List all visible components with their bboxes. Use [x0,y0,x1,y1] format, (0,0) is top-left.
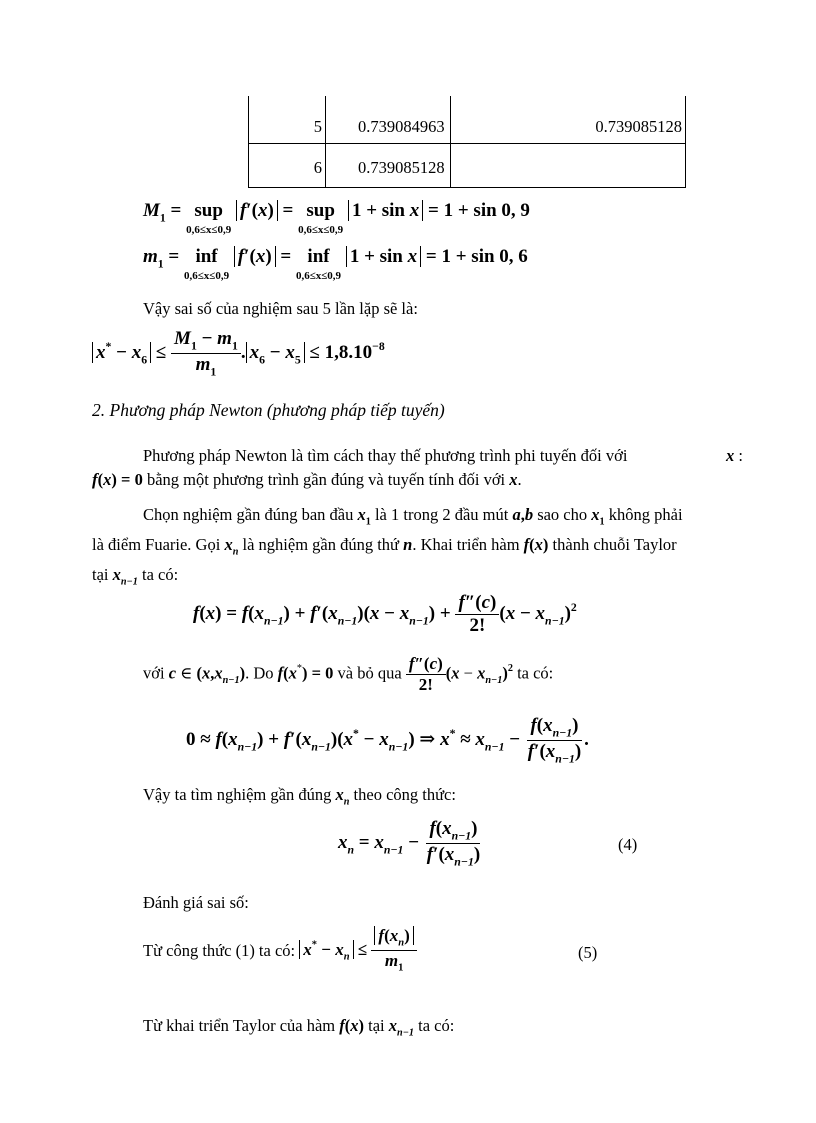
from-taylor-text-c: ta có: [418,1016,455,1035]
with-text-c: và bỏ qua [337,663,402,683]
section-heading: 2. Phương pháp Newton (phương pháp tiếp tuyến) [92,400,445,420]
p2-text-f: là nghiệm gần đúng thứ [242,535,400,554]
paragraph-2-line-2: là điểm Fuarie. Gọi $x_n$ là nghiệm gần đúng thứ n. Khai triển hàm f(x) thành chuỗi Taylor [92,535,677,558]
p2-text-h: thành chuỗi Taylor [552,535,677,554]
table-cell-x: 0.739085128 [358,158,445,177]
paragraph-2-line-1: Chọn nghiệm gần đúng ban đầu $x_1$ là 1 trong 2 đầu mút a,b sao cho $x_1$ không phải [143,505,683,528]
formula-error-bound: $x^* - x_6$ ≤ $\frac{M_1 - m_1}{m_1}$ . $x_6 - x_5 \le 1,8.10^{-8}$ [92,328,385,379]
table-row-divider [248,143,686,144]
p1-text-a: Phương pháp Newton là tìm cách thay thế phương trình phi tuyến đối với [143,446,628,465]
p2-text-i: tại [92,565,109,584]
paragraph-find: Vậy ta tìm nghiệm gần đúng $x_n$ theo công thức: [143,785,456,808]
with-text-d: ta có: [517,663,554,683]
formula-newton: $x_n = x_{n-1}$ − $\frac{f(x_{n-1})}{f'(x_{n-1})}$ [338,818,481,869]
paragraph-with-c: với c ∈ $(x,x_{n-1})$. Do f(x*) = 0 và bỏ qua $\frac{f''(c)}{2!}$ $(x - x_{n-1})^2$ ta có: [143,654,554,694]
range-label: 0,6≤x≤0,9 [186,224,232,236]
p1-text-b: bằng một phương trình gần đúng và tuyến tính đối với [146,470,506,489]
table-cell-n: 6 [313,158,322,177]
paragraph-from-taylor: Từ khai triển Taylor của hàm f(x) tại $x_{n-1}$ ta có: [143,1016,455,1039]
sup-label: sup [306,200,335,221]
table-divider-2 [450,96,451,188]
formula-estimate: $x^* - x_n$ ≤ $\frac{f(x_n)}{m_1}$ [299,940,417,959]
formula-approx: $0 \approx f(x_{n-1}) + f'(x_{n-1})(x^* - x_{n-1})$ ⇒ $x^* \approx x_{n-1}$ − $\frac{f(x_{n-1})}{f'(x_{n-1})}$ . [186,715,589,766]
inf-label: inf [307,246,330,267]
paragraph-eval: Đánh giá sai số: [143,893,249,912]
with-text-b: . Do [245,663,274,683]
p2-text-d: không phải [608,505,683,524]
p2-text-e: là điểm Fuarie. Gọi [92,535,221,554]
paragraph-error: Vậy sai số của nghiệm sau 5 lần lặp sẽ là: [143,299,418,318]
paragraph-2-line-3: tại $x_{n-1}$ ta có: [92,565,179,588]
paragraph-1-line-2: f(x) = 0 bằng một phương trình gần đúng và tuyến tính đối với x. [92,470,522,489]
range-label: 0,6≤x≤0,9 [298,224,344,236]
formula-M1: $M_1$ = sup 0,6≤x≤0,9 f′(x) = sup 0,6≤x≤0,9 1 + sin x = 1 + sin 0, 9 [143,200,530,236]
range-label: 0,6≤x≤0,9 [295,270,342,282]
find-text-a: Vậy ta tìm nghiệm gần đúng [143,785,332,804]
p2-text-g: . Khai triển hàm [412,535,520,554]
table-border-left [248,96,249,188]
inf-label: inf [195,246,218,267]
table-cell-x: 0.739084963 [358,117,445,136]
table-border-right [685,96,686,188]
equation-number-5: (5) [578,943,598,962]
table-divider-1 [325,96,326,188]
paragraph-1-line-1: Phương pháp Newton là tìm cách thay thế phương trình phi tuyến đối với x : [143,446,743,465]
equation-number-4: (4) [618,835,638,854]
formula-m1: $m_1$ = inf 0,6≤x≤0,9 f′(x) = inf 0,6≤x≤0,9 1 + sin x = 1 + sin 0, 6 [143,246,528,282]
p2-text-a: Chọn nghiệm gần đúng ban đầu [143,505,354,524]
from-taylor-text-b: tại [368,1016,385,1035]
sup-label: sup [194,200,223,221]
table-cell-fx: 0.739085128 [595,117,682,136]
iteration-table [248,96,686,188]
with-text-a: với [143,663,165,683]
table-cell-n: 5 [313,117,322,136]
from-taylor-text-a: Từ khai triển Taylor của hàm [143,1016,336,1035]
from1-text: Từ công thức (1) ta có: [143,940,296,960]
paragraph-from1 [143,926,417,975]
p2-text-j: ta có: [142,565,179,584]
find-text-b: theo công thức: [353,785,456,804]
formula-taylor: $f(x) = f(x_{n-1}) + f'(x_{n-1})(x - x_{n-1})$ + $\frac{f''(c)}{2!}$ $(x - x_{n-1})^2$ [193,592,577,636]
range-label: 0,6≤x≤0,9 [184,270,230,282]
p2-text-b: là 1 trong 2 đầu mút [374,505,509,524]
table-border-bottom [248,187,686,188]
p2-text-c: sao cho [537,505,588,524]
